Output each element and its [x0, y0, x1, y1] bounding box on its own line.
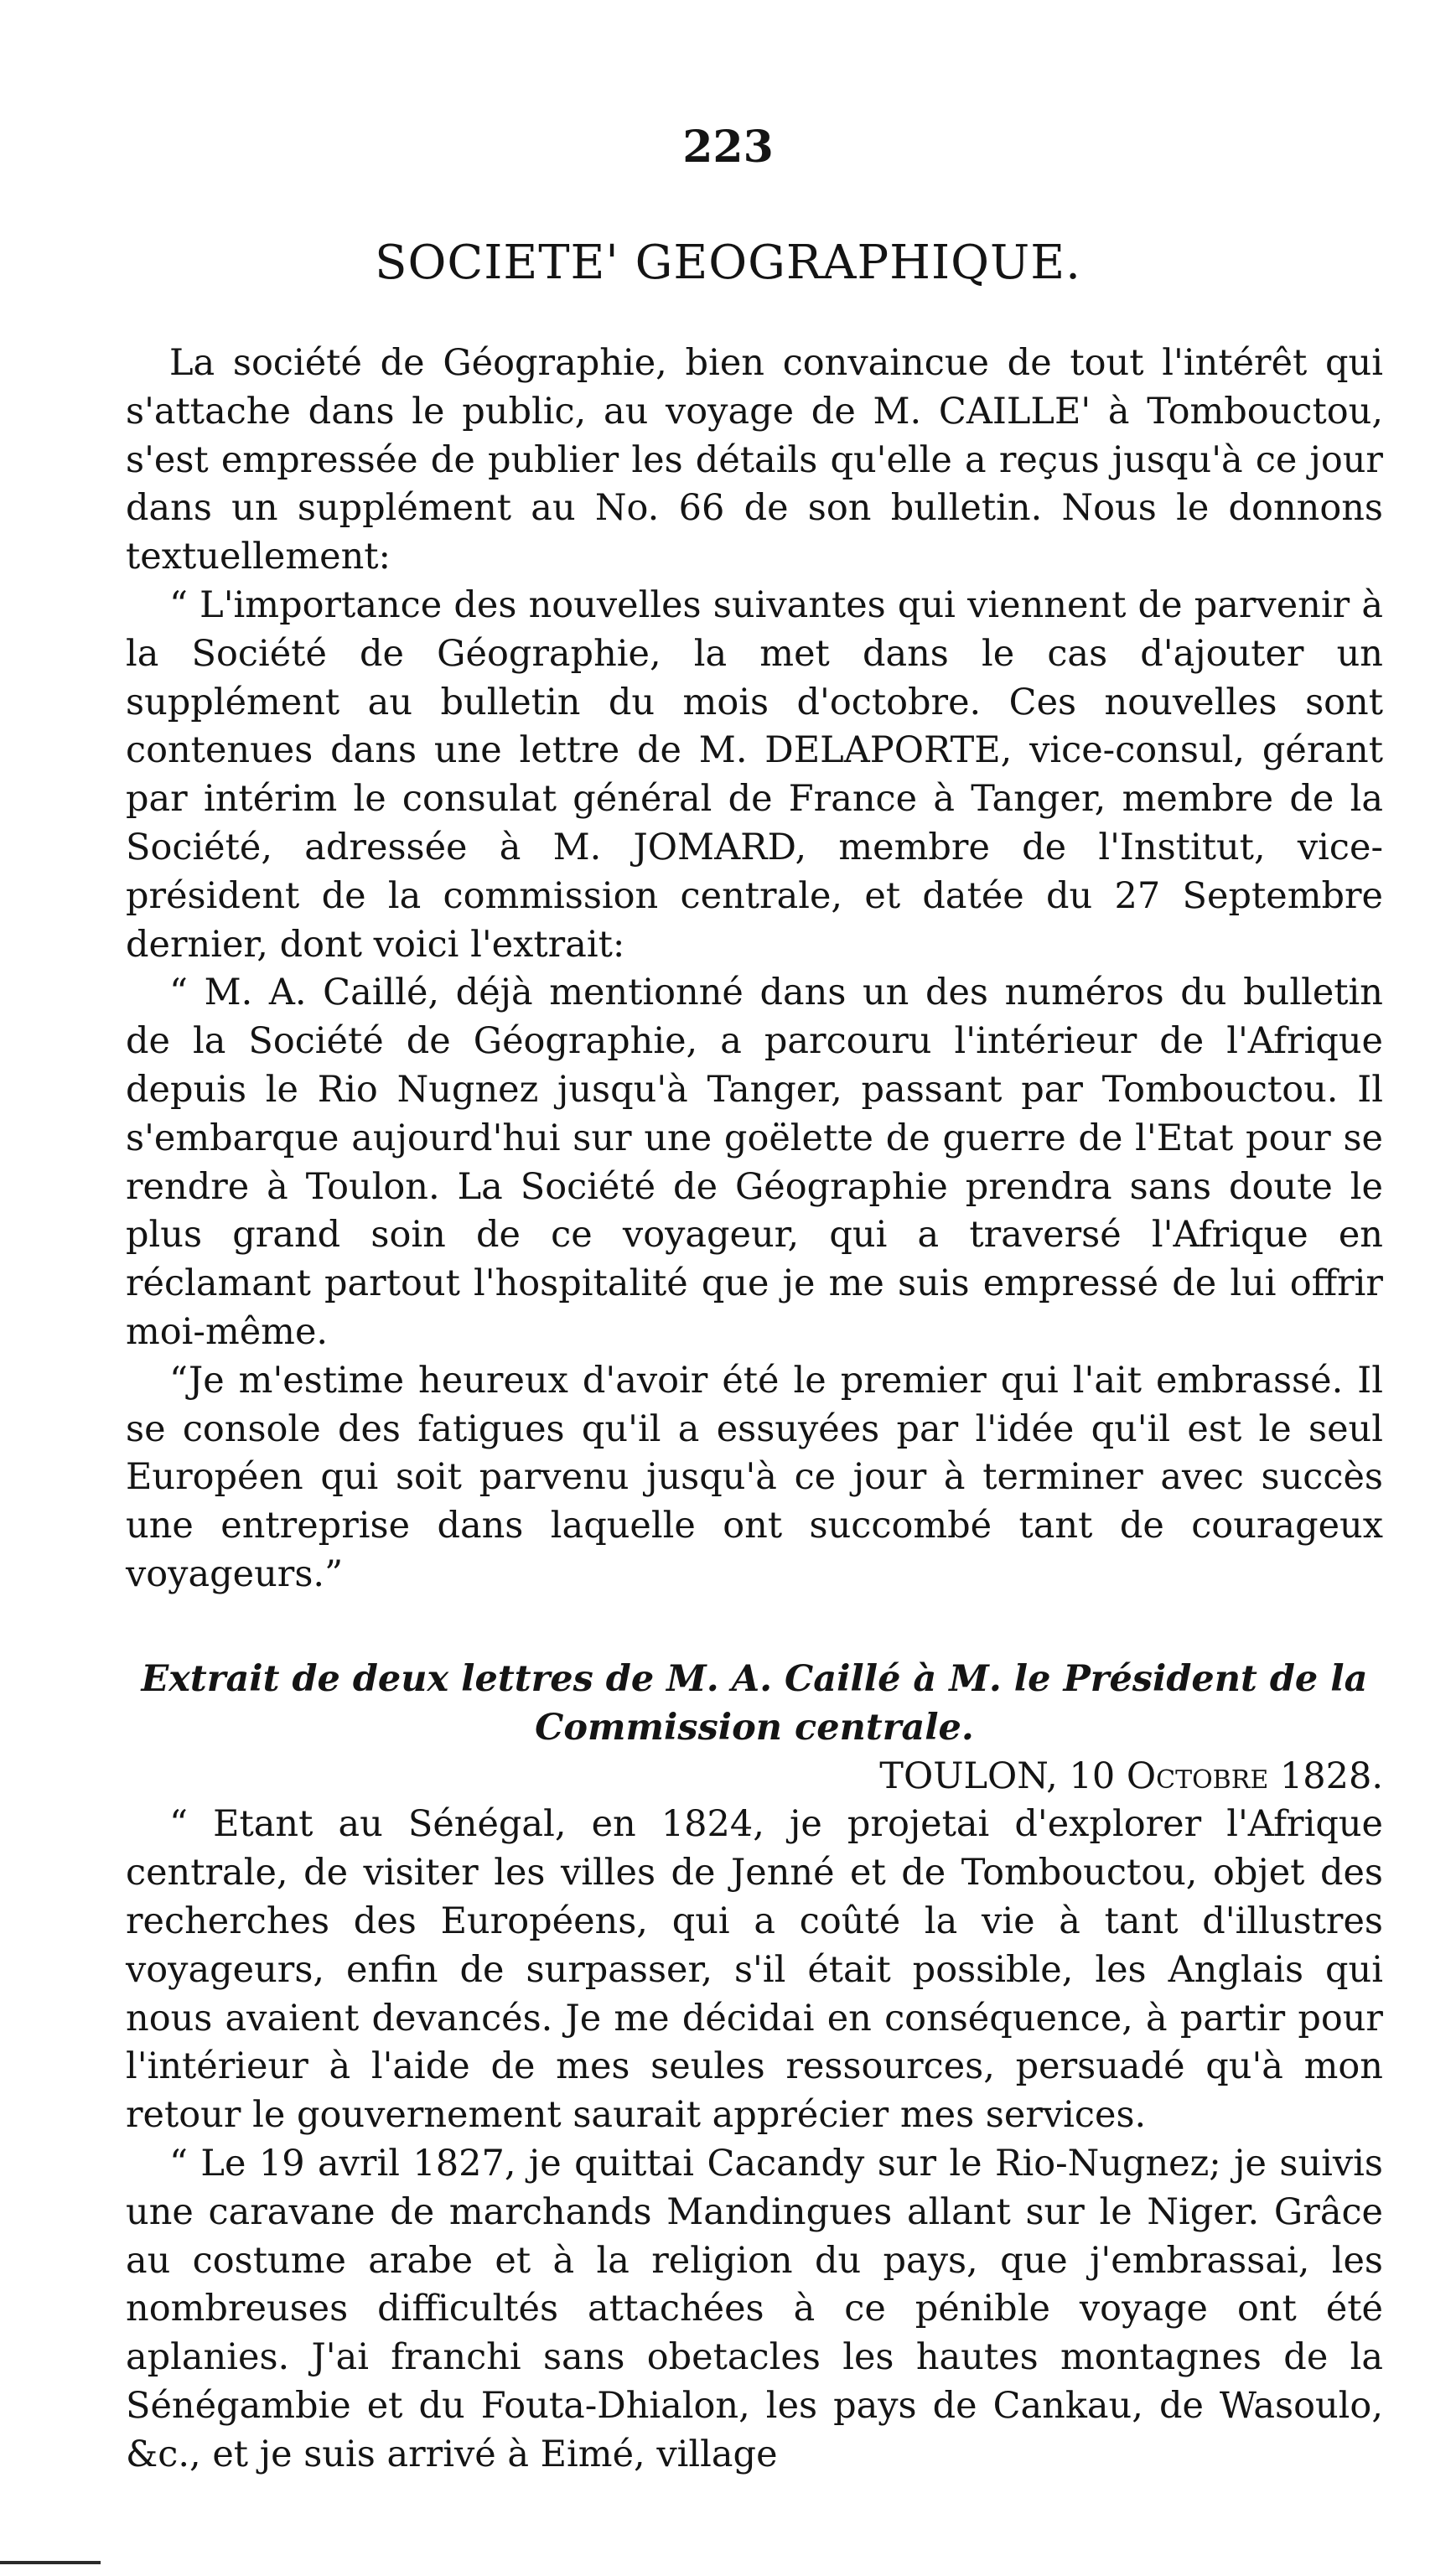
article-paragraph-4: “Je m'estime heureux d'avoir été le premier qui l'ait embrassé. Il se console des fatigues qu'il a essuyées par l'idée qu'il est le seul Européen qui soit parvenu jusqu'à ce jour à terminer avec succès une entreprise dans laquelle ont succombé tant de courageux voyageurs.”: [126, 1359, 1383, 1595]
scan-edge-line: [0, 2561, 101, 2564]
article-paragraph-1: La société de Géographie, bien convaincue de tout l'intérêt qui s'attache dans le public, au voyage de M. CAILLE' à Tombouctou, s'est empressée de publier les détails qu'elle a reçus jusqu'à ce jour dans un supplément au No. 66 de son bulletin. Nous le donnons textuellement:: [126, 342, 1383, 578]
article-body: [126, 339, 1383, 1599]
article-paragraph-2: “ L'importance des nouvelles suivantes qui viennent de parvenir à la Société de Géographie, la met dans le cas d'ajouter un supplément au bulletin du mois d'octobre. Ces nouvelles sont contenues dans une lettre de M. DELAPORTE, vice-consul, gérant par intérim le consulat général de France à Tanger, membre de la Société, adressée à M. JOMARD, membre de l'Institut, vice-président de la commission centrale, et datée du 27 Septembre dernier, dont voici l'extrait:: [126, 583, 1383, 966]
extract-paragraph-1: “ Etant au Sénégal, en 1824, je projetai d'explorer l'Afrique centrale, de visiter les villes de Jenné et de Tombouctou, objet des recherches des Européens, qui a coûté la vie à tant d'illustres voyageurs, enfin de surpasser, s'il était possible, les Anglais qui nous avaient devancés. Je me décidai en conséquence, à partir pour l'intérieur à l'aide de mes seules ressources, persuadé qu'à mon retour le gouvernement saurait apprécier mes services.: [126, 1803, 1383, 2137]
article-paragraph-3: “ M. A. Caillé, déjà mentionné dans un des numéros du bulletin de la Société de Géographie, a parcouru l'intérieur de l'Afrique depuis le Rio Nugnez jusqu'à Tanger, passant par Tombouctou. Il s'embarque aujourd'hui sur une goëlette de guerre de l'Etat pour se rendre à Toulon. La Société de Géographie prendra sans doute le plus grand soin de ce voyageur, qui a traversé l'Afrique en réclamant partout l'hospitalité que je me suis empressé de lui offrir moi-même.: [126, 972, 1383, 1353]
page-title: SOCIETE' GEOGRAPHIQUE.: [375, 236, 1081, 290]
extract-heading: Extrait de deux lettres de M. A. Caillé à M. le Président de la Commission centrale.: [141, 1658, 1368, 1749]
extract-section: [126, 1656, 1383, 2480]
extract-dateline: TOULON, 10 Octobre 1828.: [879, 1754, 1383, 1797]
extract-paragraph-2: “ Le 19 avril 1827, je quittai Cacandy sur le Rio-Nugnez; je suivis une caravane de marchands Mandingues allant sur le Niger. Grâce au costume arabe et à la religion du pays, que j'embrassai, les nombreuses difficultés attachées à ce pénible voyage ont été aplanies. J'ai franchi sans obetacles les hautes montagnes de la Sénégambie et du Fouta-Dhialon, les pays de Cankau, de Wasoulo, &c., et je suis arrivé à Eimé, village: [126, 2142, 1383, 2475]
page-number: 223: [682, 122, 774, 173]
